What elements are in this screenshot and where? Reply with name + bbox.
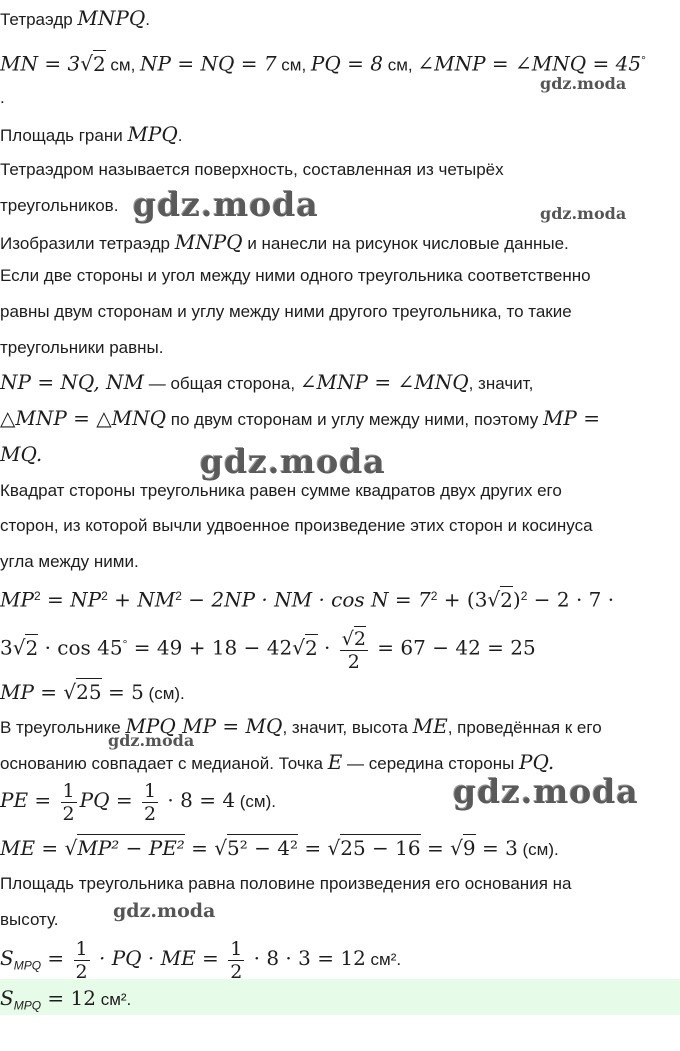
text: основанию совпадает с медианой. Точка xyxy=(0,754,328,773)
math: NP = NQ, NM xyxy=(0,370,145,394)
cosine-law-formula: $MP^2 = NP^2 + NM^2 - 2NP$ · NM · $\cos N = 7^2 + (3√2)^2 - 2 \cdot 7$ · xyxy=(0,587,615,612)
sqrt-content: 2 xyxy=(92,51,106,76)
fraction xyxy=(142,780,158,825)
text: , проведённая к его xyxy=(447,718,602,737)
equal-sides xyxy=(0,370,533,396)
answer xyxy=(0,986,131,1017)
math: PQ = xyxy=(79,788,139,812)
numerator: 1 xyxy=(62,780,75,803)
cosine-law-line1 xyxy=(0,479,562,503)
text: Квадрат стороны треугольника равен сумме квадратов двух других его xyxy=(0,481,562,500)
text: Тетраэдром называется поверхность, составленная из четырёх xyxy=(0,160,504,179)
numerator: 1 xyxy=(230,938,243,961)
sqrt-content: 5² − 4² xyxy=(227,836,299,860)
text: — общая сторона, xyxy=(144,374,300,393)
math: MNPQ xyxy=(77,6,146,30)
numerator: 1 xyxy=(75,938,88,961)
text: Тетраэдр xyxy=(0,10,78,29)
unit: (см). xyxy=(235,792,277,811)
text: . xyxy=(145,10,150,29)
unit: см². xyxy=(95,990,132,1009)
text: . xyxy=(0,88,5,107)
mp-value: MP = √25 = 5 (см). xyxy=(0,680,185,704)
fraction xyxy=(228,938,244,983)
math: = 49 + 18 − 42 xyxy=(127,635,293,660)
given-tetrahedron xyxy=(0,6,150,32)
math: = xyxy=(41,946,71,970)
exponent: 2 xyxy=(33,589,41,603)
denominator: 2 xyxy=(143,803,157,826)
math: MN = 3 xyxy=(0,51,81,76)
text: , значит, высота xyxy=(282,718,413,737)
text: Изобразили тетраэдр xyxy=(0,234,175,253)
unit: см, xyxy=(382,55,418,75)
unit: см². xyxy=(365,950,402,969)
area-rule-line2 xyxy=(0,908,59,932)
text: . xyxy=(177,126,183,145)
denominator: 2 xyxy=(347,650,360,673)
cosine-law-calc: 3√2 · cos 45° = 49 + 18 − 42√2 · $\frac{√2}{2}$ = 67 − 42 = 25 xyxy=(0,627,536,673)
subscript: MPQ xyxy=(13,958,42,973)
watermark-logo: gdz.moda xyxy=(453,772,639,811)
math: MNPQ xyxy=(174,230,243,254)
theorem-line2 xyxy=(0,300,572,324)
sqrt-content: MP² − PE² xyxy=(77,836,185,860)
math: MPQ xyxy=(127,122,178,146)
math: = 5 xyxy=(101,680,144,704)
definition-line2 xyxy=(0,194,118,218)
text: , значит, xyxy=(468,374,534,393)
sqrt-content: 2 xyxy=(500,587,513,612)
math: ∠MNP = ∠MNQ = 45 xyxy=(417,51,642,76)
text: — середина стороны xyxy=(342,754,520,773)
me-value: ME = √MP² − PE² = √5² − 4² = √25 − 16 = √9 = 3 (см). xyxy=(0,836,559,860)
numerator: 1 xyxy=(143,780,157,803)
degree: ° xyxy=(641,53,646,67)
exponent: 2 xyxy=(101,589,108,603)
math: PQ = 8 xyxy=(310,51,383,76)
math: + NM xyxy=(107,587,176,612)
math: ∠MNP = ∠MNQ xyxy=(299,370,469,394)
given-dot xyxy=(0,86,5,110)
math: = xyxy=(298,836,328,860)
math: ME = xyxy=(0,836,65,860)
text: по двум сторонам и углу между ними, поэтому xyxy=(166,410,543,429)
math: S xyxy=(0,946,14,970)
denominator: 2 xyxy=(75,961,88,984)
math: − 2NP · NM · cos N = 7 xyxy=(181,587,431,612)
math: = 12 xyxy=(41,986,96,1010)
math: ) xyxy=(512,587,521,612)
drawing-note xyxy=(0,230,569,256)
math: = 3 xyxy=(475,836,518,860)
text: Если две стороны и угол между ними одного треугольника соответственно xyxy=(0,266,591,285)
math: · 8 = 4 xyxy=(161,788,236,812)
denominator: 2 xyxy=(230,961,243,984)
text: В треугольнике xyxy=(0,718,126,737)
math: = NP xyxy=(40,587,102,612)
text: и нанесли на рисунок числовые данные. xyxy=(242,234,569,253)
cosine-law-line2 xyxy=(0,514,593,538)
math: MP = xyxy=(542,406,601,430)
watermark-logo: gdz.moda xyxy=(540,74,627,93)
math: · cos 45 xyxy=(38,635,123,660)
watermark-logo: gdz.moda xyxy=(200,442,386,481)
text: треугольников. xyxy=(0,196,119,215)
sqrt-content: 2 xyxy=(304,635,318,660)
text: высоту. xyxy=(0,910,59,929)
exponent: 2 xyxy=(520,589,528,603)
theorem-line1 xyxy=(0,264,591,288)
text: Площадь треугольника равна половине произведения его основания на xyxy=(0,874,572,893)
text: равны двум сторонам и углу между ними другого треугольника, то такие xyxy=(0,302,572,321)
degree: ° xyxy=(122,637,128,651)
fraction xyxy=(61,780,77,825)
unit: см, xyxy=(276,55,311,75)
sqrt-content: 25 − 16 xyxy=(340,836,421,860)
math: PE = xyxy=(0,788,58,812)
area-calculation xyxy=(0,934,401,989)
definition-line1 xyxy=(0,158,504,182)
unit: см, xyxy=(105,55,141,75)
sqrt-content: 2 xyxy=(25,635,39,660)
watermark-logo: gdz.moda xyxy=(113,900,216,922)
math: ME xyxy=(412,714,448,738)
watermark-logo: gdz.moda xyxy=(540,204,627,223)
math: · 8 · 3 = 12 xyxy=(247,946,366,970)
text: сторон, из которой вычли удвоенное произведение этих сторон и косинуса xyxy=(0,516,593,535)
exponent: 2 xyxy=(175,589,182,603)
text: Площадь грани xyxy=(0,126,128,145)
text: треугольники равны. xyxy=(0,338,164,357)
given-values: MN = 3√2 см, NP = NQ = 7 см, PQ = 8 см, ∠MNP = ∠MNQ = 45° xyxy=(0,51,646,76)
math: MP = xyxy=(0,680,64,704)
fraction xyxy=(74,938,90,983)
area-rule-line1 xyxy=(0,872,571,896)
math: PQ. xyxy=(519,750,555,774)
fraction: $\frac{√2}{2}$ xyxy=(341,627,366,673)
math: △MNP = △MNQ xyxy=(0,406,167,430)
find-area xyxy=(0,122,183,148)
math: = xyxy=(184,836,215,860)
triangles-equal xyxy=(0,406,600,432)
triangles-equal-cont xyxy=(0,442,42,468)
math: NP = NQ = 7 xyxy=(140,51,277,76)
math: = xyxy=(420,836,451,860)
watermark-logo: gdz.moda xyxy=(133,185,319,224)
unit: (см). xyxy=(143,684,185,703)
math: MPQ MP = MQ xyxy=(125,714,283,738)
denominator: 2 xyxy=(62,803,75,826)
math: MP xyxy=(0,587,34,612)
math: · PQ · ME = xyxy=(92,946,226,970)
sqrt-content: 25 xyxy=(76,680,102,704)
sqrt-content: 2 xyxy=(353,627,366,650)
subscript: MPQ xyxy=(13,998,42,1013)
sqrt-content: 9 xyxy=(462,836,476,860)
math: MQ. xyxy=(0,442,43,466)
exponent: 2 xyxy=(430,589,438,603)
pe-value xyxy=(0,776,276,826)
math: S xyxy=(0,986,14,1010)
text: угла между ними. xyxy=(0,552,139,571)
math: E xyxy=(327,750,343,774)
math: + (3 xyxy=(437,587,488,612)
theorem-line3 xyxy=(0,336,164,360)
math: 3 xyxy=(0,635,13,660)
math: = 67 − 42 = 25 xyxy=(370,635,536,660)
watermark-logo: gdz.moda xyxy=(108,731,195,750)
height-median-line1 xyxy=(0,714,602,740)
math: − 2 · 7 · xyxy=(527,587,615,612)
unit: (см). xyxy=(517,840,559,859)
cosine-law-line3 xyxy=(0,550,139,574)
math: · xyxy=(317,635,337,660)
